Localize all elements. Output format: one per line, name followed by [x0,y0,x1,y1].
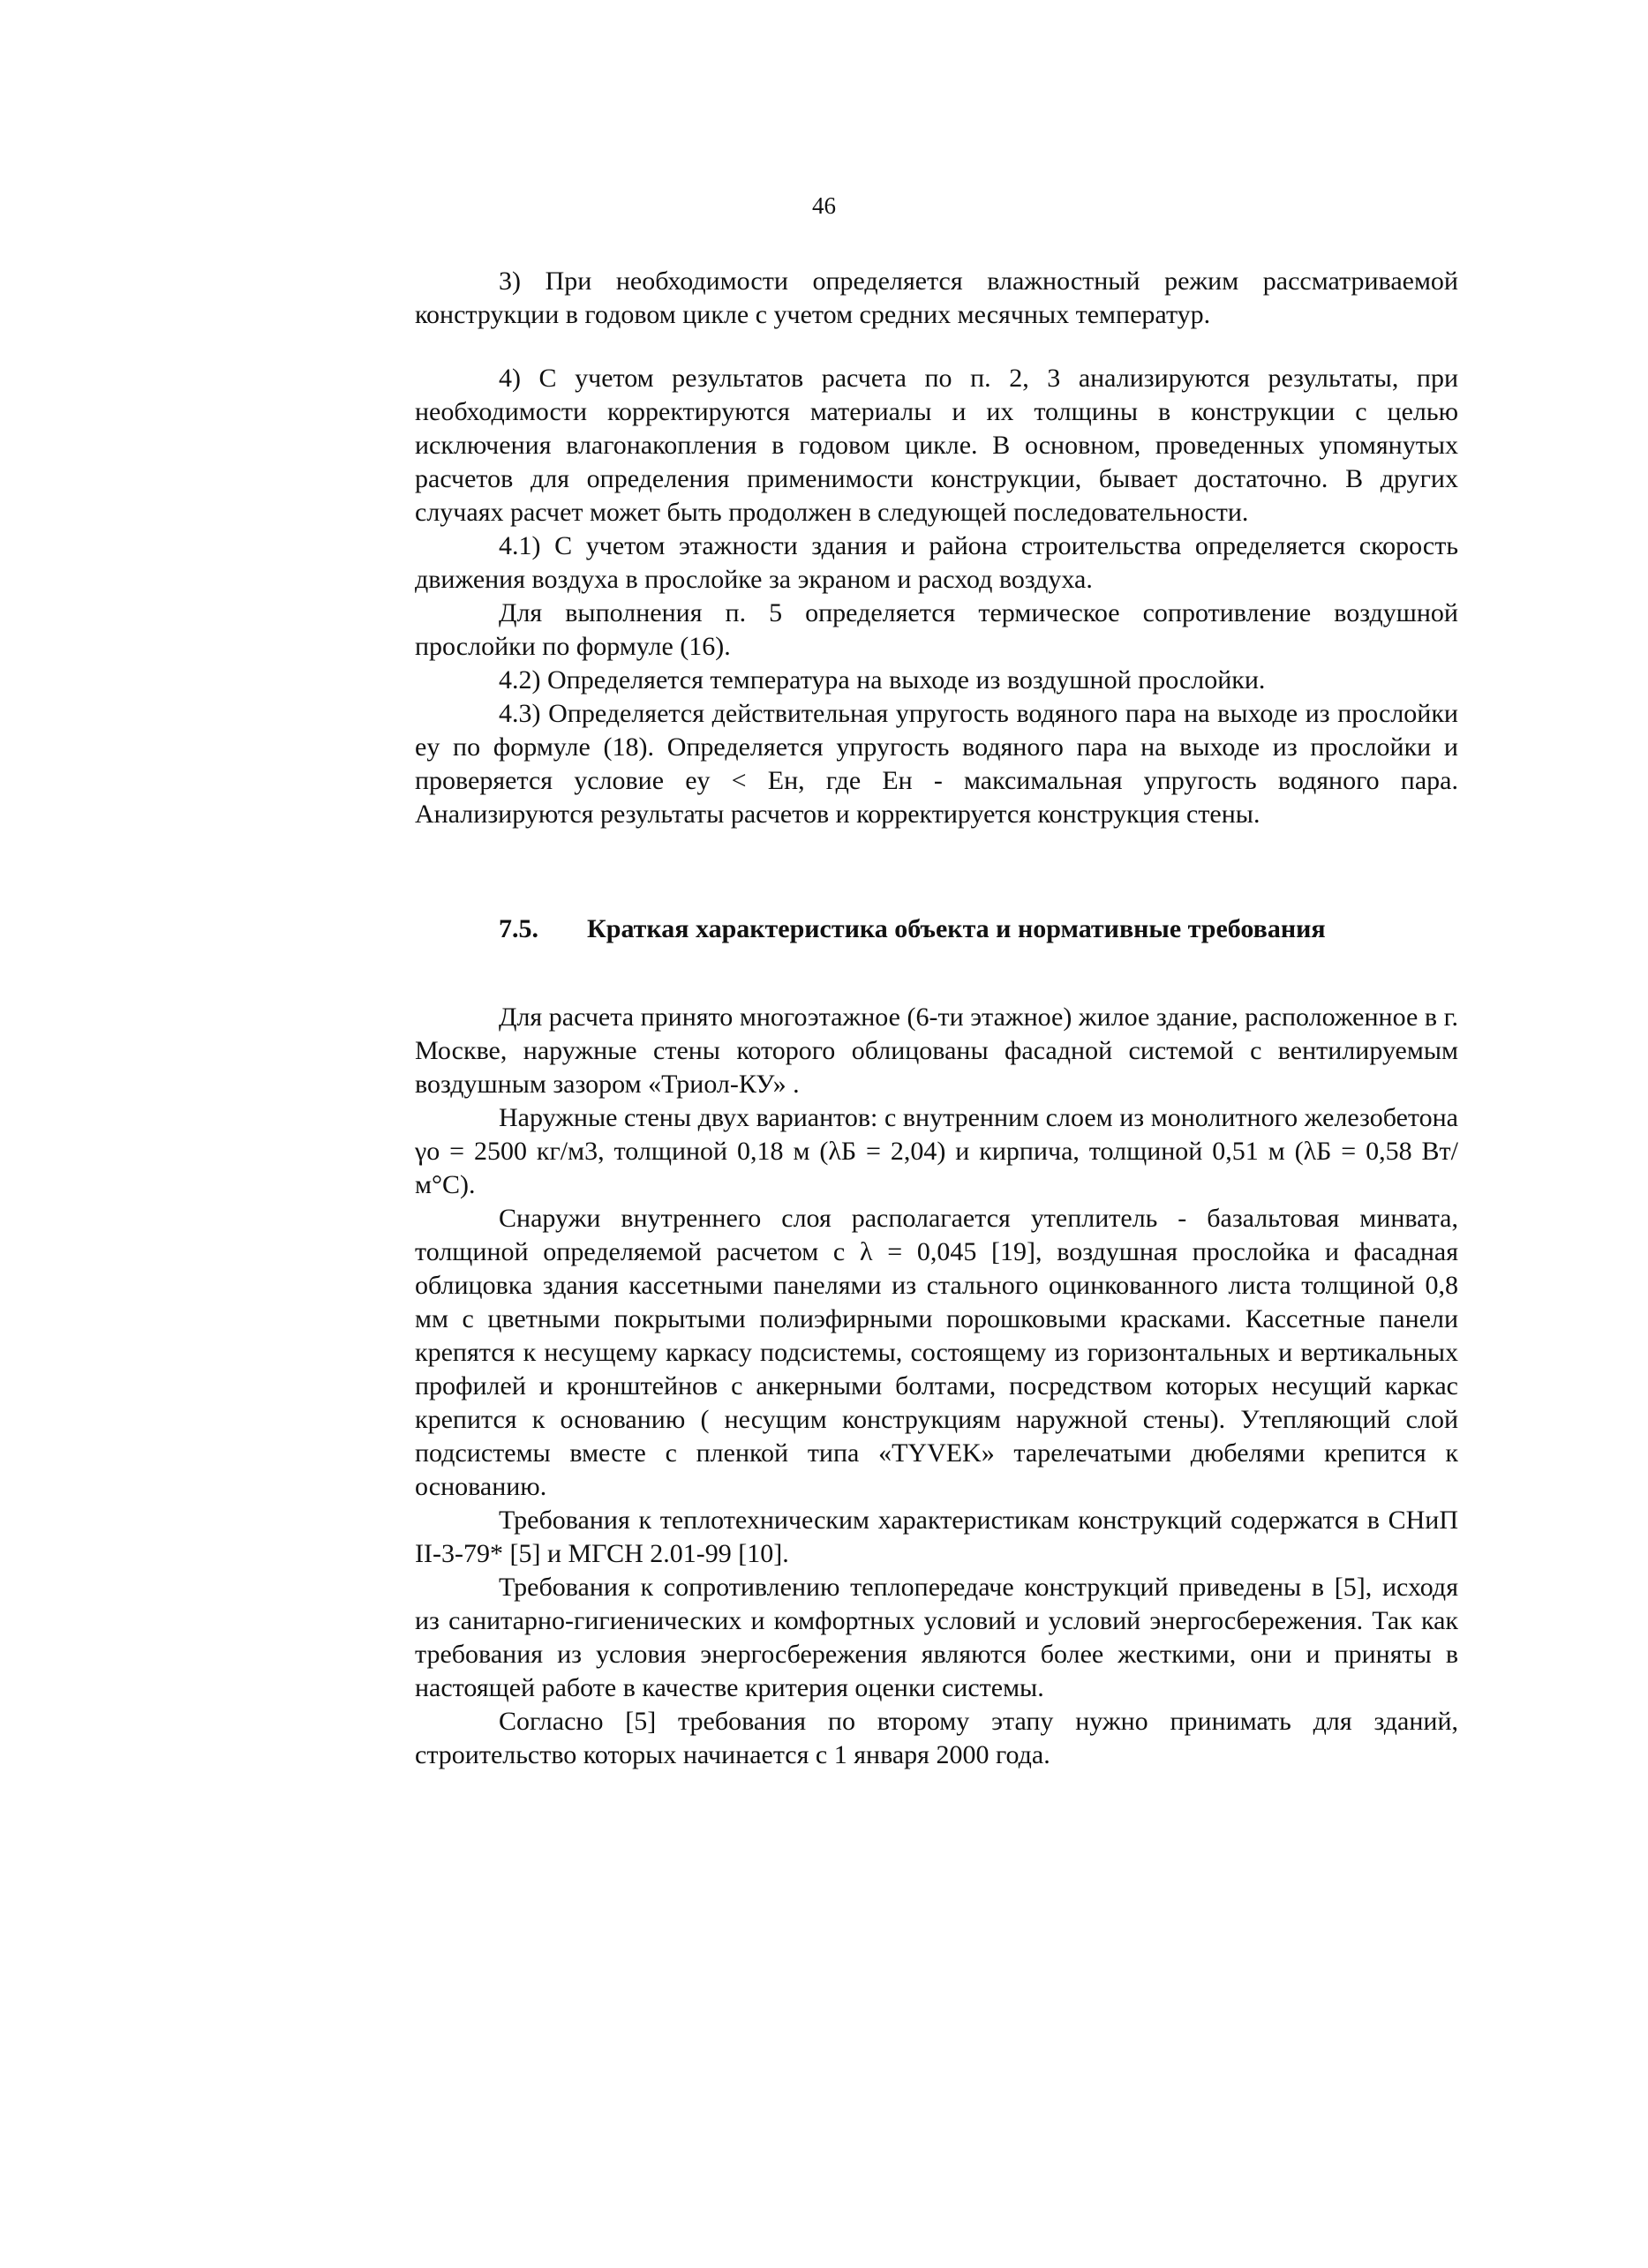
section-number: 7.5. [499,914,538,943]
paragraph-4: 4) С учетом результатов расчета по п. 2, 3 анализируются результаты, при необходимости корректируются материалы и их толщины в конструкции с целью исключения влагонакопления в годовом цикле. В основном, проведенных упомянутых расчетов для определения применимости конструкции, бывает достаточно. В других случаях расчет может быть продолжен в следующей последовательности. [415,364,1458,527]
paragraph-3: 3) При необходимости определяется влажностный режим рассматриваемой конструкции в годовом цикле с учетом средних месячных температур. [415,267,1458,329]
section-paragraph-4: Требования к теплотехническим характеристикам конструкций содержатся в СНиП II-3-79* [5] и МГСН 2.01-99 [10]. [415,1506,1458,1568]
paragraph-4-2: 4.2) Определяется температура на выходе из воздушной прослойки. [499,665,1266,695]
page-number: 46 [812,192,836,219]
section-heading [415,912,1458,946]
document-body [415,265,1458,1772]
section-title: Краткая характеристика объекта и нормативные требования [587,914,1326,943]
paragraph-4-3: 4.3) Определяется действительная упругость водяного пара на выходе из прослойки eу по формуле (18). Определяется упругость водяного пара на выходе из прослойки и проверяется условие eу < Eн, где Eн - максимальная упругость водяного пара. Анализируются результаты расчетов и корректируется конструкция стены. [415,699,1458,829]
section-paragraph-2: Наружные стены двух вариантов: с внутренним слоем из монолитного железобетона γo = 2500 кг/м3, толщиной 0,18 м (λБ = 2,04) и кирпича, толщиной 0,51 м (λБ = 0,58 Вт/м°С). [415,1103,1458,1199]
section-paragraph-6: Согласно [5] требования по второму этапу нужно принимать для зданий, строительство которых начинается с 1 января 2000 года. [415,1707,1458,1769]
paragraph-4-1: 4.1) С учетом этажности здания и района строительства определяется скорость движения воздуха в прослойке за экраном и расход воздуха. [415,531,1458,594]
paragraph-5-note: Для выполнения п. 5 определяется термическое сопротивление воздушной прослойки по формуле (16). [415,598,1458,661]
section-paragraph-5: Требования к сопротивлению теплопередаче конструкций приведены в [5], исходя из санитарно-гигиенических и комфортных условий и условий энергосбережения. Так как требования из условия энергосбережения являются более жесткими, они и приняты в настоящей работе в качестве критерия оценки системы. [415,1573,1458,1702]
section-paragraph-3: Снаружи внутреннего слоя располагается утеплитель - базальтовая минвата, толщиной определяемой расчетом с λ = 0,045 [19], воздушная прослойка и фасадная облицовка здания кассетными панелями из стального оцинкованного листа толщиной 0,8 мм с цветными покрытыми полиэфирными порошковыми красками. Кассетные панели крепятся к несущему каркасу подсистемы, состоящему из горизонтальных и вертикальных профилей и кронштейнов с анкерными болтами, посредством которых несущий каркас крепится к основанию ( несущим конструкциям наружной стены). Утепляющий слой подсистемы вместе с пленкой типа «TYVEK» тарелечатыми дюбелями крепится к основанию. [415,1204,1458,1501]
section-paragraph-1: Для расчета принято многоэтажное (6-ти этажное) жилое здание, расположенное в г. Москве, наружные стены которого облицованы фасадной системой с вентилируемым воздушным зазором «Триол-КУ» . [415,1003,1458,1099]
